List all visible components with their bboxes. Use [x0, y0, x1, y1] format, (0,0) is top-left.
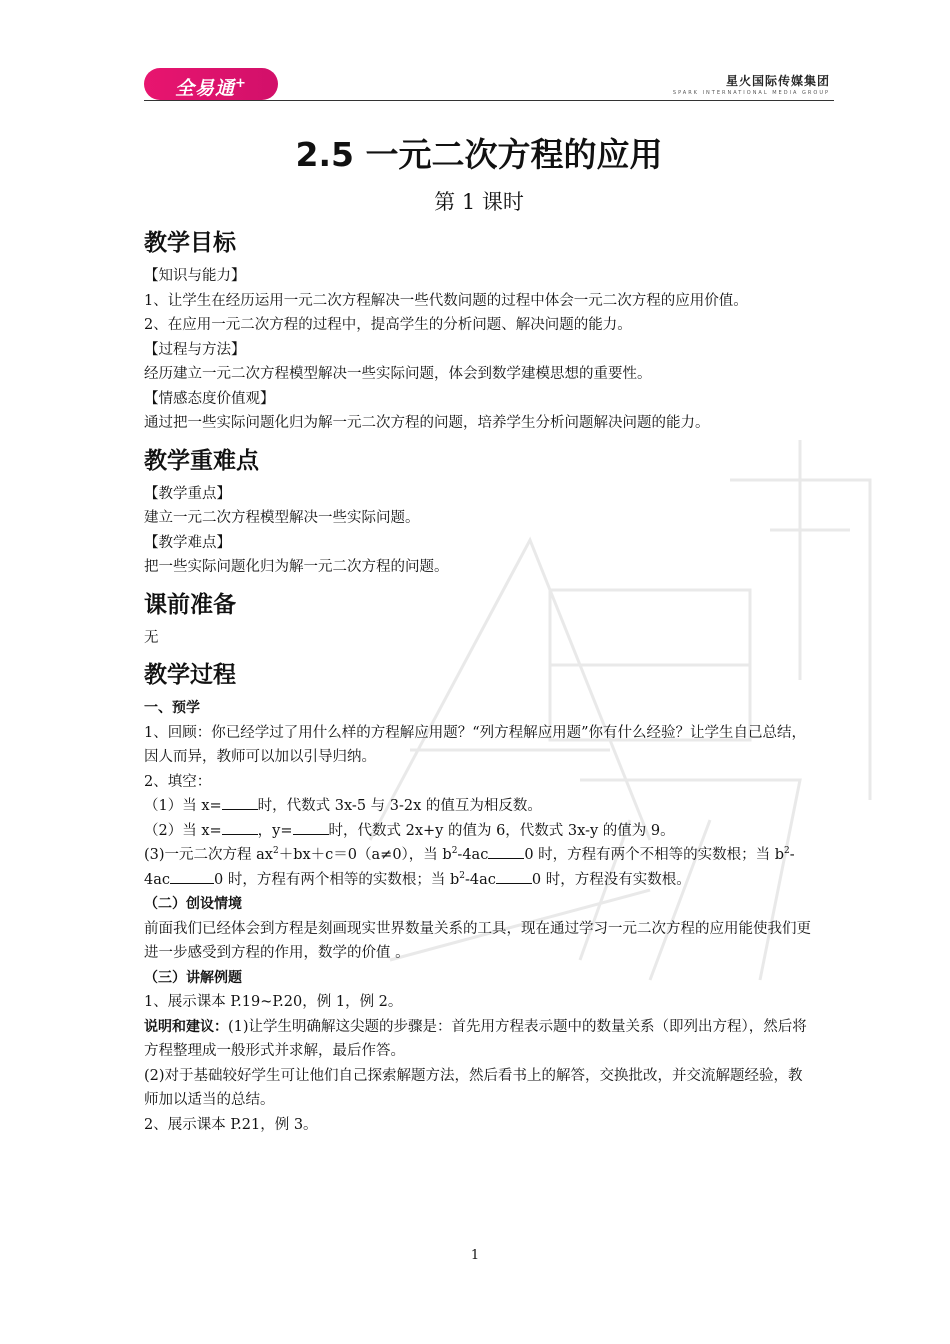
publisher-brand: [673, 72, 830, 96]
section-heading-prep: 课前准备: [144, 591, 236, 618]
process-note-2: (2)对于基础较好学生可让他们自己探索解题方法，然后看书上的解答，交换批改，并交流解题经验，教师加以适当的总结。: [144, 1067, 803, 1108]
logo-star-icon: +: [235, 76, 247, 91]
section-heading-goals: 教学目标: [144, 230, 236, 256]
page-number: 1: [470, 1248, 480, 1263]
answer-blank: [488, 844, 524, 859]
answer-blank: [170, 869, 214, 884]
prep-text: 无: [144, 629, 159, 646]
process-note-1: 说明和建议：(1)让学生明确解这尖题的步骤是：首先用方程表示题中的数量关系（即列出方程），然后将方程整理成一般形式并求解，最后作答。: [144, 1018, 807, 1059]
process-review: 1、回顾：你已经学过了用什么样的方程解应用题？“列方程解应用题”你有什么经验？让学生自己总结，因人而异，教师可以加以引导归纳。: [144, 724, 807, 765]
tag-emotion: 【情感态度价值观】: [144, 390, 275, 407]
goal-knowledge-1: 1、让学生在经历运用一元二次方程解决一些代数问题的过程中体会一元二次方程的应用价值。: [144, 292, 748, 309]
process-part1-heading: 一、预学: [144, 700, 200, 716]
process-example-3: 2、展示课本 P.21，例 3。: [144, 1116, 318, 1133]
goal-emotion-1: 通过把一些实际问题化归为解一元二次方程的问题，培养学生分析问题解决问题的能力。: [144, 415, 710, 431]
section-heading-keypoints: 教学重难点: [144, 447, 259, 474]
header-divider: [144, 100, 834, 101]
keypoint-difficulty: 把一些实际问题化归为解一元二次方程的问题。: [144, 559, 449, 575]
process-example-1: 1、展示课本 P.19~P.20，例 1，例 2。: [144, 994, 403, 1010]
keypoint-focus: 建立一元二次方程模型解决一些实际问题。: [144, 510, 420, 526]
document-body: [144, 130, 814, 1137]
page-title: 2.5 一元二次方程的应用: [295, 135, 663, 174]
tag-difficulty: 【教学难点】: [144, 534, 231, 551]
page-subtitle: 第 1 课时: [434, 190, 524, 214]
goal-process-1: 经历建立一元二次方程模型解决一些实际问题，体会到数学建模思想的重要性。: [144, 366, 652, 382]
fill-question-1: （1）当 x= 时，代数式 3x-5 与 3-2x 的值互为相反数。: [144, 794, 814, 819]
publisher-name-cn: 星火国际传媒集团: [725, 74, 830, 88]
fill-question-2: （2）当 x= ，y= 时，代数式 2x+y 的值为 6，代数式 3x-y 的值为 9。: [144, 819, 814, 844]
tag-focus: 【教学重点】: [144, 485, 231, 502]
answer-blank: [222, 820, 258, 835]
goal-knowledge-2: 2、在应用一元二次方程的过程中，提高学生的分析问题、解决问题的能力。: [144, 317, 632, 333]
answer-blank: [496, 869, 532, 884]
tag-knowledge: 【知识与能力】: [144, 268, 246, 284]
process-situation: 前面我们已经体会到方程是刻画现实世界数量关系的工具，现在通过学习一元二次方程的应用能使我们更进一步感受到方程的作用，数学的价值 。: [144, 920, 811, 961]
process-part2-heading: （二）创设情境: [144, 896, 242, 912]
tag-process: 【过程与方法】: [144, 341, 246, 358]
publisher-name-en: SPARK INTERNATIONAL MEDIA GROUP: [672, 90, 830, 96]
process-fill-label: 2、填空：: [144, 773, 212, 790]
section-heading-process: 教学过程: [144, 662, 236, 688]
page-header: [144, 64, 834, 104]
logo-text: 全易通: [175, 77, 236, 100]
answer-blank: [293, 820, 329, 835]
brand-logo: [144, 68, 278, 100]
process-part3-heading: （三）讲解例题: [144, 969, 242, 986]
answer-blank: [222, 795, 258, 810]
fill-question-3: (3)一元二次方程 $ax^2+bx+c=0(a\ne 0)$，当 $b^2-4ac$ 0 时，方程有两个不相等的实数根；当 $b^2-4ac$ 0 时，方程有两个相等的实数根；当 $b^2-4ac$ 0 时，方程没有实数根。: [144, 843, 814, 892]
